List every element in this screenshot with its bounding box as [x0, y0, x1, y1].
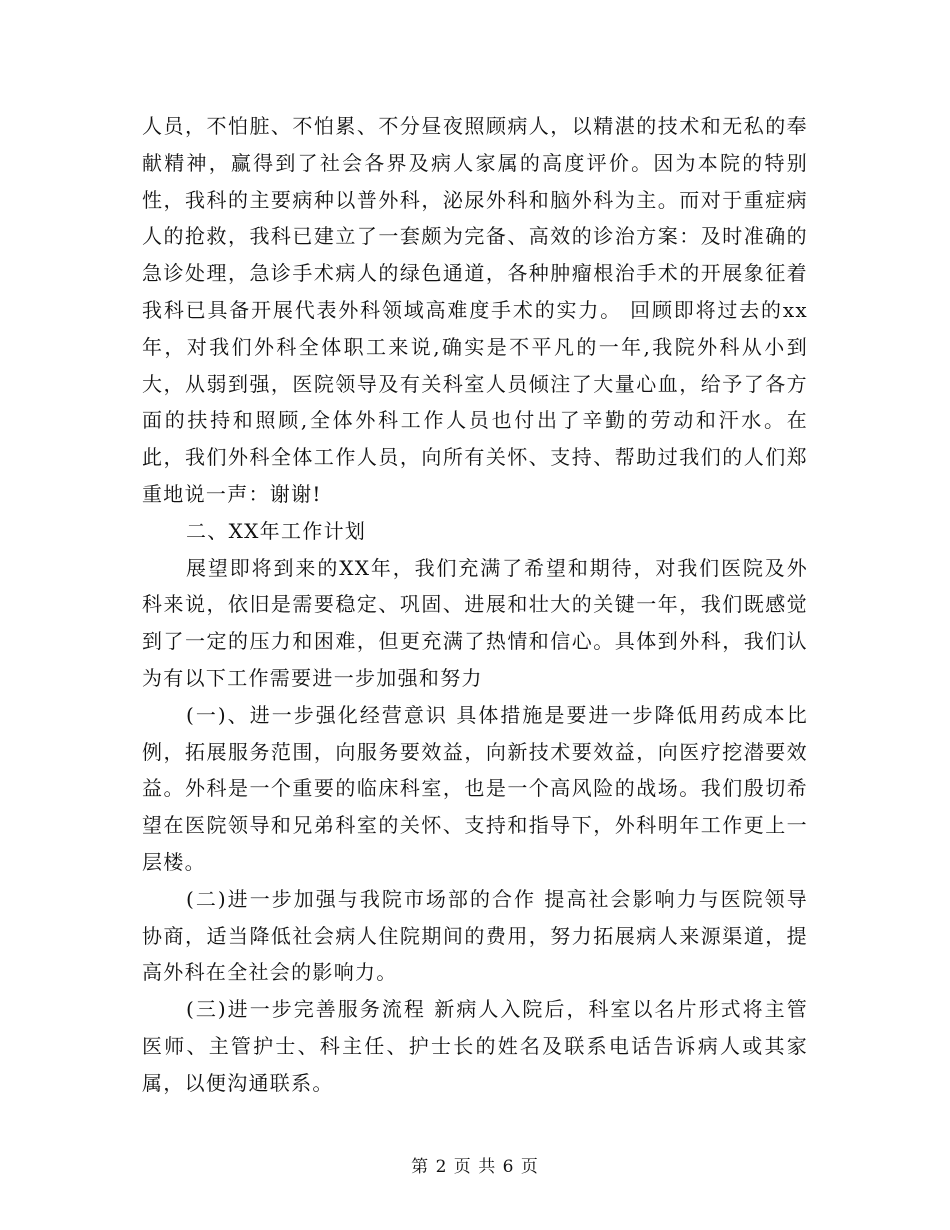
paragraph-outlook: 展望即将到来的XX年，我们充满了希望和期待，对我们医院及外科来说，依旧是需要稳定、巩固、进展和壮大的关键一年，我们既感觉到了一定的压力和困难，但更充满了热情和信心。具体到外科，我们认为有以下工作需要进一步加强和努力: [142, 555, 808, 690]
paragraph-summary-continuation: 人员，不怕脏、不怕累、不分昼夜照顾病人，以精湛的技术和无私的奉献精神，赢得到了社会各界及病人家属的高度评价。因为本院的特别性，我科的主要病种以普外科，泌尿外科和脑外科为主。而对于重症病人的抢救，我科已建立了一套颇为完备、高效的诊治方案：及时准确的急诊处理，急诊手术病人的绿色通道，各种肿瘤根治手术的开展象征着我科已具备开展代表外科领域高难度手术的实力。 回顾即将过去的xx年，对我们外科全体职工来说,确实是不平凡的一年,我院外科从小到大，从弱到强，医院领导及有关科室人员倾注了大量心血，给予了各方面的扶持和照顾,全体外科工作人员也付出了辛勤的劳动和汗水。在此，我们外科全体工作人员，向所有关怀、支持、帮助过我们的人们郑重地说一声：谢谢!: [142, 114, 808, 506]
paragraph-item-1: (一)、进一步强化经营意识 具体措施是要进一步降低用药成本比例，拓展服务范围，向服务要效益，向新技术要效益，向医疗挖潜要效益。外科是一个重要的临床科室，也是一个高风险的战场。我们殷切希望在医院领导和兄弟科室的关怀、支持和指导下，外科明年工作更上一层楼。: [142, 702, 808, 874]
document-body: [142, 108, 808, 1102]
footer-current-page: 2: [435, 1157, 448, 1177]
section-heading-work-plan: 二、XX年工作计划: [186, 518, 367, 543]
footer-middle: 页 共: [453, 1157, 497, 1177]
footer-prefix: 第: [411, 1157, 430, 1177]
paragraph-item-3: (三)进一步完善服务流程 新病人入院后，科室以名片形式将主管医师、主管护士、科主任、护士长的姓名及联系电话告诉病人或其家属，以便沟通联系。: [142, 997, 808, 1095]
page-footer: [0, 1152, 950, 1177]
paragraph-item-2: (二)进一步加强与我院市场部的合作 提高社会影响力与医院领导协商，适当降低社会病人住院期间的费用，努力拓展病人来源渠道，提高外科在全社会的影响力。: [142, 886, 808, 985]
footer-suffix: 页: [520, 1157, 539, 1177]
footer-total-pages: 6: [502, 1157, 515, 1177]
